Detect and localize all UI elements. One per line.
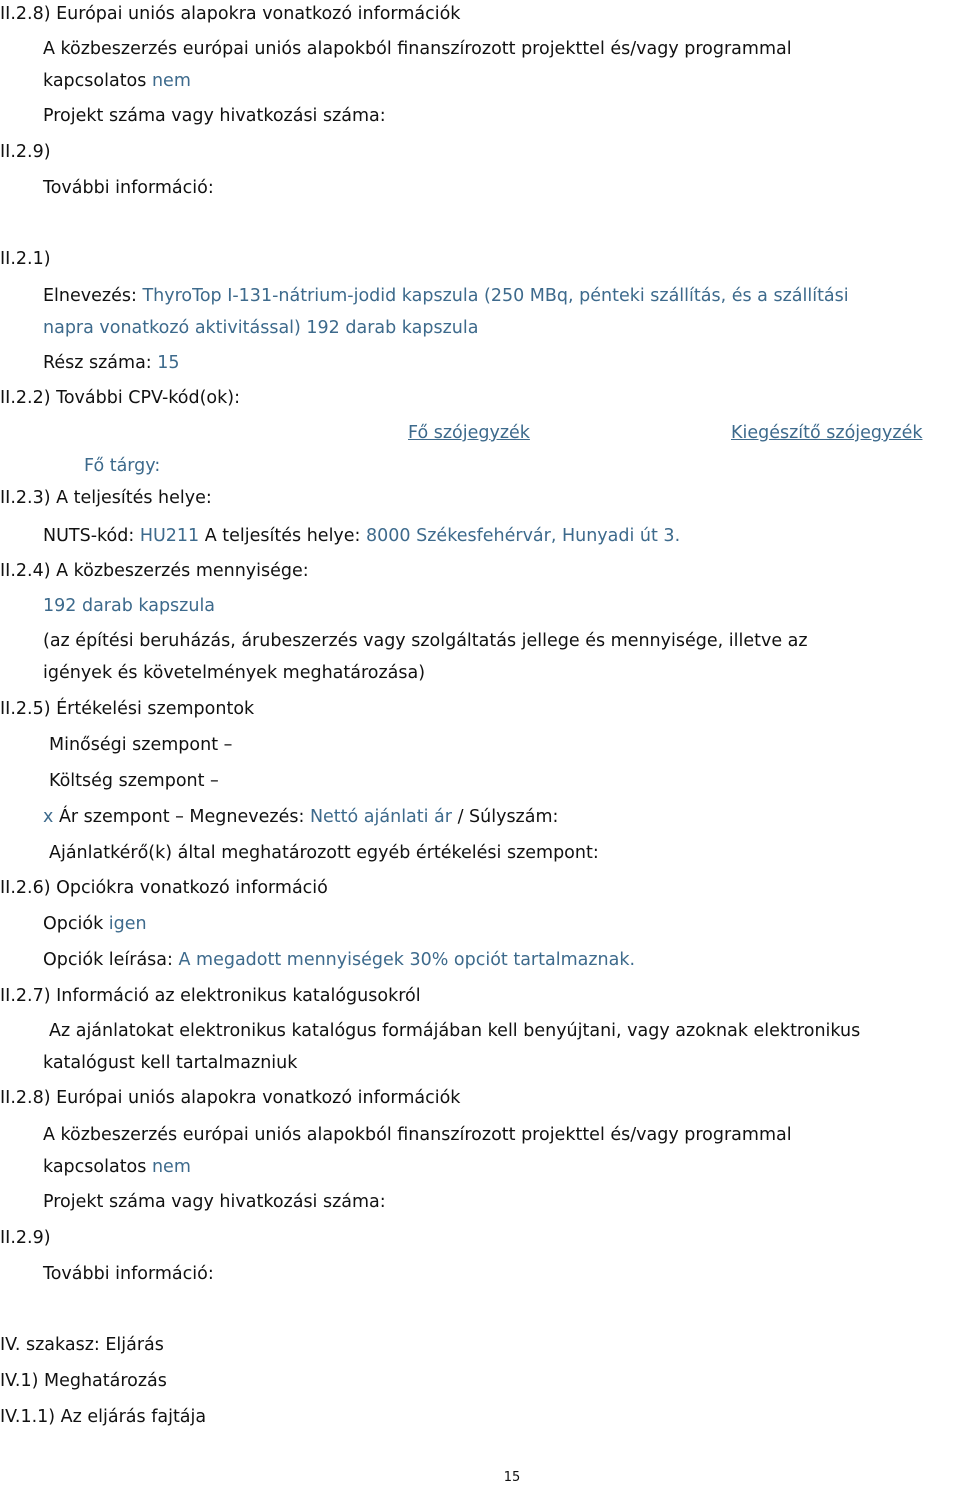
catalogue-text: Az ajánlatokat elektronikus katalógus formájában kell benyújtani, vagy azoknak elektronikus [49, 1021, 861, 1041]
place-line [43, 525, 680, 547]
eu-funds-value: nem [151, 71, 191, 91]
part-number-value: 15 [157, 353, 180, 373]
heading-eu-funds: II.2.8) Európai uniós alapokra vonatkozó információk [0, 1088, 461, 1108]
price-criterion [43, 806, 558, 828]
options-description-value: A megadott mennyiségek 30% opciót tartalmaznak. [178, 950, 636, 970]
heading-place: II.2.3) A teljesítés helye: [0, 488, 212, 508]
price-value: Nettó ajánlati ár [309, 807, 452, 827]
heading-name: II.2.1) [0, 249, 51, 269]
name-label: Elnevezés: [43, 286, 137, 306]
options-description-label: Opciók leírása: [43, 950, 173, 970]
page-number: 15 [503, 1470, 521, 1485]
quality-criterion: Minőségi szempont – [49, 735, 233, 755]
cost-criterion: Költség szempont – [49, 771, 219, 791]
heading-cpv: II.2.2) További CPV-kód(ok): [0, 388, 241, 408]
place-value: 8000 Székesfehérvár, Hunyadi út 3. [366, 526, 681, 546]
options-label: Opciók [43, 914, 104, 934]
price-label: Ár szempont – Megnevezés: [58, 807, 305, 827]
project-number-label: Projekt száma vagy hivatkozási száma: [43, 1192, 386, 1212]
heading-definition: IV.1) Meghatározás [0, 1371, 167, 1391]
heading-quantity: II.2.4) A közbeszerzés mennyisége: [0, 561, 309, 581]
eu-funds-text: A közbeszerzés európai uniós alapokból finanszírozott projekttel és/vagy programmal [43, 39, 792, 59]
eu-funds-label: kapcsolatos [43, 1157, 147, 1177]
eu-funds-value: nem [151, 1157, 191, 1177]
place-label: A teljesítés helye: [204, 526, 361, 546]
quantity-value: 192 darab kapszula [43, 596, 216, 616]
name-value: ThyroTop I-131-nátrium-jodid kapszula (250 MBq, pénteki szállítás, és a szállítási [142, 286, 849, 306]
catalogue-text-line2: katalógust kell tartalmazniuk [43, 1053, 298, 1073]
eu-funds-line2 [43, 1156, 191, 1178]
part-number-label: Rész száma: [43, 353, 152, 373]
eu-funds-text: A közbeszerzés európai uniós alapokból finanszírozott projekttel és/vagy programmal [43, 1125, 792, 1145]
cpv-main-object: Fő tárgy: [84, 456, 161, 476]
eu-funds-line2 [43, 70, 191, 92]
part-number [43, 352, 180, 374]
options [43, 913, 147, 935]
quantity-note-line2: igények és követelmények meghatározása) [43, 663, 426, 683]
project-number-label: Projekt száma vagy hivatkozási száma: [43, 106, 386, 126]
weight-label: / Súlyszám: [457, 807, 559, 827]
heading-more-info: II.2.9) [0, 142, 51, 162]
heading-catalogue: II.2.7) Információ az elektronikus katalógusokról [0, 986, 421, 1006]
options-value: igen [108, 914, 147, 934]
name-value-line2: napra vonatkozó aktivitással) 192 darab kapszula [43, 318, 479, 338]
quantity-note: (az építési beruházás, árubeszerzés vagy szolgáltatás jellege és mennyisége, illetve az [43, 631, 808, 651]
cpv-main-vocabulary: Fő szójegyzék [408, 423, 530, 443]
heading-criteria: II.2.5) Értékelési szempontok [0, 699, 255, 719]
more-info-label: További információ: [43, 1264, 214, 1284]
nuts-value: HU211 [139, 526, 200, 546]
name-line1 [43, 285, 849, 307]
heading-eu-funds: II.2.8) Európai uniós alapokra vonatkozó információk [0, 4, 461, 24]
price-check-mark: x [43, 807, 54, 827]
other-criteria: Ajánlatkérő(k) által meghatározott egyéb értékelési szempont: [49, 843, 599, 863]
section-title: IV. szakasz: Eljárás [0, 1335, 164, 1355]
options-description [43, 949, 635, 971]
more-info-label: További információ: [43, 178, 214, 198]
cpv-supplementary-vocabulary: Kiegészítő szójegyzék [731, 423, 923, 443]
nuts-label: NUTS-kód: [43, 526, 135, 546]
heading-procedure-type: IV.1.1) Az eljárás fajtája [0, 1407, 207, 1427]
heading-options: II.2.6) Opciókra vonatkozó információ [0, 878, 328, 898]
heading-more-info: II.2.9) [0, 1228, 51, 1248]
eu-funds-label: kapcsolatos [43, 71, 147, 91]
